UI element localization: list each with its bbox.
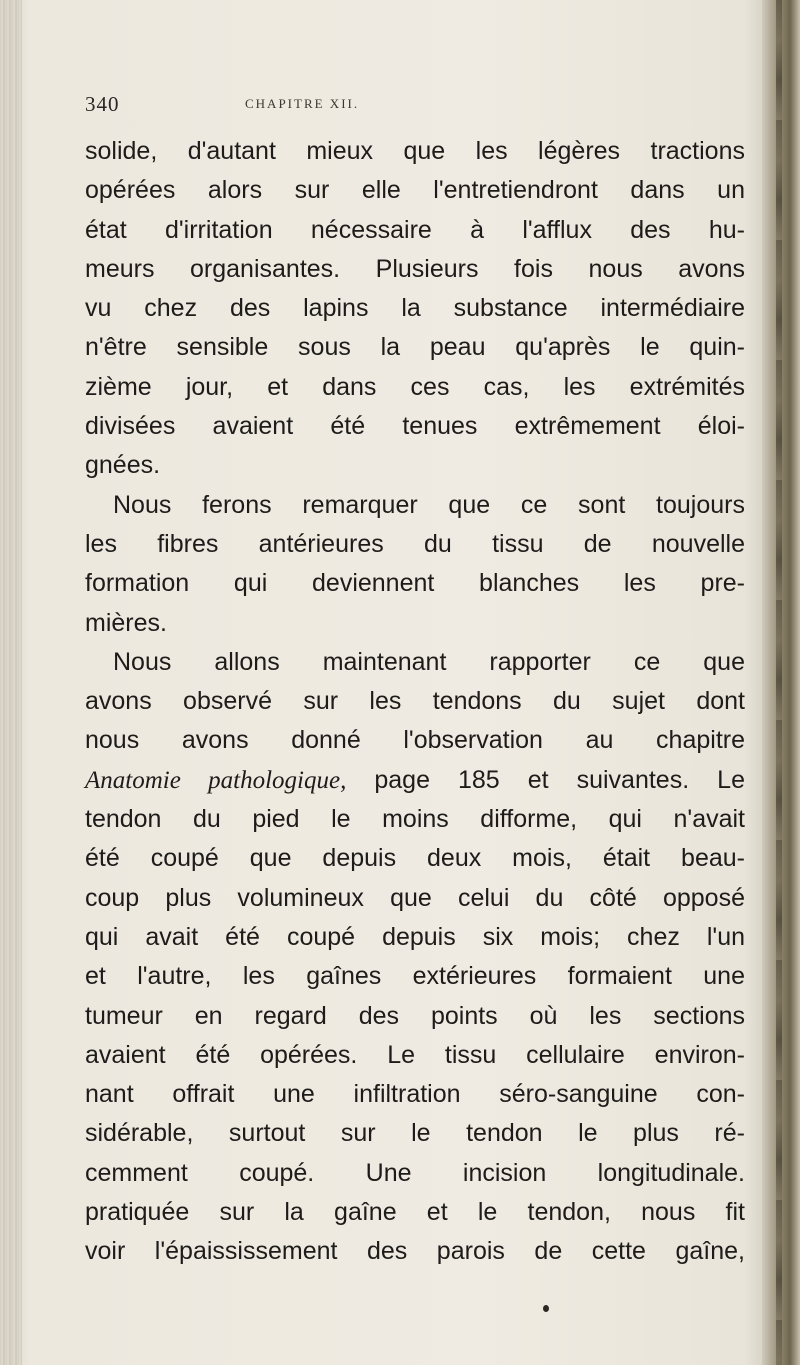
text-line: meurs organisantes. Plusieurs fois nous avons — [85, 254, 745, 283]
text-line: pratiquée sur la gaîne et le tendon, nous fit — [85, 1198, 745, 1227]
text-line: divisées avaient été tenues extrêmement éloi- — [85, 412, 745, 441]
page-number: 340 — [85, 92, 120, 116]
page-edge — [762, 0, 800, 1365]
text-line: avaient été opérées. Le tissu cellulaire environ- — [85, 1040, 745, 1069]
text-fragment: page 185 et suivantes. Le — [346, 765, 745, 794]
binding-gutter — [0, 0, 22, 1365]
text-line: coup plus volumineux que celui du côté opposé — [85, 883, 745, 912]
text-line: opérées alors sur elle l'entretiendront dans un — [85, 176, 745, 205]
paragraph-start-line: Nous ferons remarquer que ce sont toujours — [113, 490, 745, 519]
running-head: CHAPITRE XII. — [245, 96, 360, 111]
text-line: gnées. — [85, 451, 161, 480]
text-line: formation qui deviennent blanches les pre- — [85, 569, 745, 598]
text-line: vu chez des lapins la substance intermédiaire — [85, 294, 745, 323]
text-line: cemment coupé. Une incision longitudinale. — [85, 1158, 745, 1187]
text-line: été coupé que depuis deux mois, était beau- — [85, 844, 745, 873]
text-line: sidérable, surtout sur le tendon le plus ré- — [85, 1119, 745, 1148]
ink-spot — [543, 1305, 549, 1312]
text-line: et l'autre, les gaînes extérieures formaient une — [85, 962, 745, 991]
page-header — [85, 92, 745, 116]
text-line: état d'irritation nécessaire à l'afflux des hu- — [85, 215, 745, 244]
text-line: nous avons donné l'observation au chapitre — [85, 726, 745, 755]
text-line: avons observé sur les tendons du sujet dont — [85, 687, 745, 716]
text-line: zième jour, et dans ces cas, les extrémités — [85, 372, 745, 401]
paragraph-start-line: Nous allons maintenant rapporter ce que — [113, 647, 745, 676]
text-line-with-italic — [85, 761, 745, 800]
text-line: nant offrait une infiltration séro-sanguine con- — [85, 1080, 745, 1109]
italic-title: Anatomie pathologique, — [85, 766, 347, 794]
text-line: tendon du pied le moins difforme, qui n'avait — [85, 805, 745, 834]
text-line: qui avait été coupé depuis six mois; chez l'un — [85, 922, 745, 951]
text-line: voir l'épaississement des parois de cette gaîne, — [85, 1237, 745, 1266]
text-line: n'être sensible sous la peau qu'après le quin- — [85, 333, 745, 362]
text-line: solide, d'autant mieux que les légères tractions — [85, 137, 745, 165]
text-line: mières. — [85, 608, 167, 637]
text-line: tumeur en regard des points où les sections — [85, 1001, 745, 1030]
text-line: les fibres antérieures du tissu de nouvelle — [85, 529, 745, 558]
body-text — [85, 132, 745, 1272]
